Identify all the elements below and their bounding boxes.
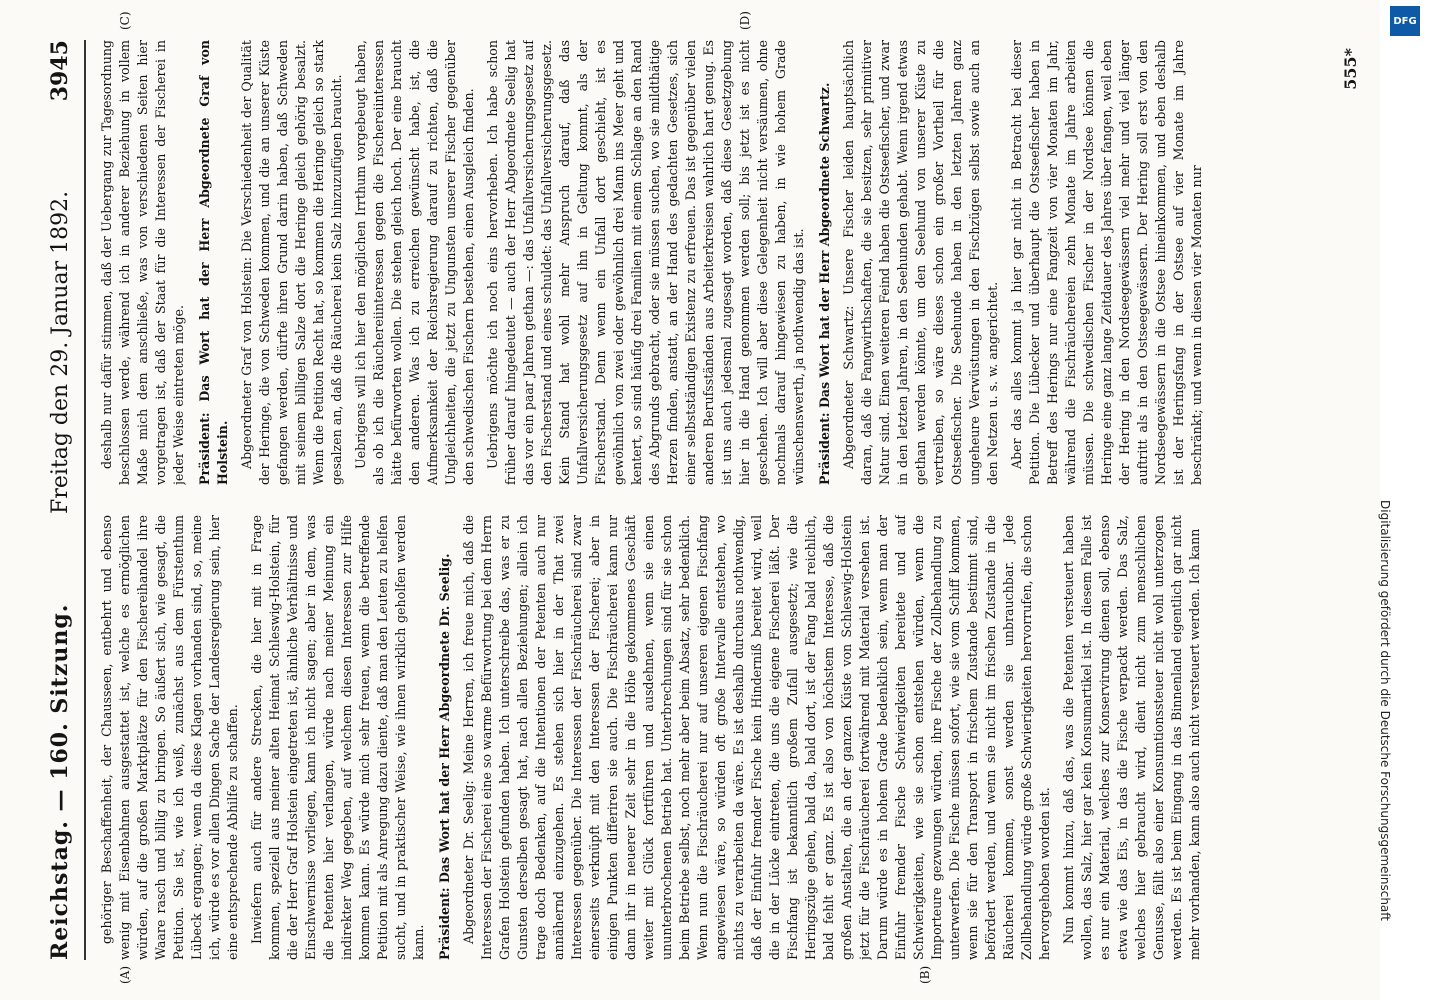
dfg-logo: DFG xyxy=(1390,6,1420,36)
right-paragraph-1: deshalb nur dafür stimmen, daß der Uebergang zur Tagesordnung beschlossen werde, während ich in anderer Beziehung in vollem Maße mich dem anschließe, was von verschiedenen Seiten hier vorgetragen ist, daß der Staat für die Interessen der Fischerei in jeder Weise eintreten möge. xyxy=(99,40,186,485)
margin-letter-a: (A) xyxy=(118,965,132,984)
margin-letter-c: (C) xyxy=(118,11,132,30)
text-spread xyxy=(98,11,1378,984)
left-column xyxy=(98,515,1368,960)
right-paragraph-6: Aber das alles kommt ja hier gar nicht in Betracht bei dieser Petition. Die Lübecker und überhaupt die Ostseefischer haben in Betreff des Herings nur eine Fangzeit von vier Monaten im Jahr, während die Fischräuchereien zehn Monate im Jahre arbeiten müssen. Die schwedischen Fischer in der Nordsee können die Heringe eine ganz lange Zeitdauer des Jahres über fangen, weil eben der Hering in den Nordseegewässern viel mehr und viel länger auftritt als in den Ostseegewässern. Der Hering soll erst von den Nordseegewässern in die Ostsee hineinkommen, und eben deshalb ist der Heringsfang in der Ostsee auf vier Monate im Jahre beschränkt; und wenn in diesen vier Monaten nur xyxy=(1009,40,1204,485)
left-paragraph-3: Abgeordneter Dr. Seelig: Meine Herren, ich freue mich, daß die Interessen der Fischerei eine so warme Befürwortung bei dem Herrn Grafen Holstein gefunden haben. Ich unterschreibe das, was er zu Gunsten derselben gesagt hat, nach allen Beziehungen; allein ich trage doch Bedenken, auf die Intentionen der Petenten auch nur annähernd einzugehen. Es stehen sich hier in der That zwei Interessen gegenüber. Die Interessen der Fischräucherei sind zwar einerseits verknüpft mit den Interessen der Fischerei; aber in einigen Punkten differiren sie auch. Die Fischräucherei kann nur dann ihr in neuerer Zeit sehr in die Höhe gekommenes Geschäft weiter mit Glück fortführen und ausdehnen, wenn sie einen ununterbrochenen Betrieb hat. Unterbrechungen sind für sie schon beim Betriebe selbst, noch mehr aber beim Absatz, sehr bedenklich. Wenn nun die Fischräucherei nur auf unseren eigenen Fischfang angewiesen wäre, so würden oft große Intervalle entstehen, wo nichts zu verarbeiten da wäre. Es ist deshalb durchaus nothwendig, daß der Einfuhr fremder Fische kein Hinderniß bereitet wird, weil die in der Lücke eintreten, die uns die eigene Fischerei läßt. Der Fischfang ist bekanntlich großem Zufall ausgesetzt; wie die Heringszüge gehen, bald da, bald dort, ist der Fang bald reichlich, bald fehlt er ganz. Es ist also von höchstem Interesse, daß die großen Anstalten, die an der ganzen Küste von Schleswig-Holstein jetzt für die Fischräucherei fortwährend mit Material versehen ist. Darum würde es in hohem Grade bedenklich sein, wenn man der Einfuhr fremder Fische Schwierigkeiten bereitete und auf Schwierigkeiten, wie sie schon entstehen würden, wenn die Importeure gezwungen würden, ihre Fische der Zollbehandlung zu unterwerfen. Die Fische müssen sofort, wie sie vom Schiff kommen, wenn sie für den Transport in frischem Zustande bestimmt sind, befördert werden, und wenn sie nicht im frischen Zustande in die Räucherei kommen, sonst werden sie unbrauchbar. Jede Zollbehandlung würde große Schwierigkeiten hervorrufen, die schon hervorgehoben worden ist. xyxy=(461,515,1052,960)
right-paragraph-4: Uebrigens möchte ich noch eins hervorheben. Ich habe schon früher darauf hingedeutet — auch der Herr Abgeordnete Seelig hat das vor ein paar Jahren gethan —: das Unfallversicherungsgesetz auf den Fischerstand und eines schuldet: das Unfallversicherungsgesetz. Kein Stand hat wohl mehr Anspruch darauf, daß das Unfallversicherungsgesetz auf ihn in Geltung kommt, als der Fischerstand. Denn wenn ein Unfall dort geschieht, ist es gewöhnlich von zwei oder gewöhnlich drei Mann ins Meer geht und kentert, so sind häufig drei Familien mit einem Schlage an den Rand des Abgrunds gebracht, oder sie müssen suchen, wo sie mildthätige Herzen finden, anstatt, an der Hand des gedachten Gesetzes, sich einer selbstständigen Existenz zu erfreuen. Das ist gegenüber vielen anderen Berufsständen aus Arbeiterkreisen wahrlich hart genug. Es ist uns auch jedesmal zugesagt worden, daß diese Gesetzgebung hier in die Hand genommen werden soll; bis jetzt ist es nicht geschehen. Ich will aber diese Gelegenheit nicht versäumen, ohne nochmals darauf hingewiesen zu haben, in wie hohem Grade wünschenswerth, ja nothwendig das ist. xyxy=(485,40,806,485)
right-speaker-2: Präsident: Das Wort hat der Herr Abgeordnete Schwartz. xyxy=(817,82,832,485)
right-paragraph-2: Abgeordneter Graf von Holstein: Die Verschiedenheit der Qualität der Heringe, die von Schweden kommen, und die an unserer Küste gefangen werden, dürfte ihren Grund darin haben, daß Schweden mit seinem billigen Salze dort die Heringe gleich gehörig besalzt. Wenn die Petition Recht hat, so kommen die Heringe gleich so stark gesalzen an, daß die Räucherei kein Salz hinzuzufügen braucht. xyxy=(239,40,344,485)
right-paragraph-3: Uebrigens will ich hier den möglichen Irrthum vorgebeugt haben, als ob ich die Räuchereiinteressen gegen die Fischereiinteressen hätte befürworten wollen. Die stehen gleich hoch. Der eine braucht den anderen. Was ich zu erreichen gewünscht habe, ist, die Aufmerksamkeit der Reichsregierung darauf zu richten, daß die Ungleichheiten, die jetzt zu Ungunsten unserer Fischer gegenüber den schwedischen Fischern bestehen, einen Ausgleich finden. xyxy=(353,40,476,485)
signature-mark: 555* xyxy=(1341,48,1360,90)
left-paragraph-1: gehöriger Beschaffenheit, der Chausseen, entbehrt und ebenso wenig mit Eisenbahnen ausgestattet ist, welche es ermöglichen würden, auf die großen Marktplätze für den Fischereihandel ihre Waare rasch und billig zu bringen. So äußert sich, wie gesagt, die Petition. Sie ist, wie ich weiß, zunächst aus dem Fürstenthum Lübeck ergangen; wenn da diese Klagen vorhanden sind, so, meine ich, würde es vor allen Dingen Sache der Landesregierung sein, hier eine entsprechende Abhilfe zu schaffen. xyxy=(99,515,240,960)
right-column xyxy=(98,40,1368,485)
right-speaker-1: Präsident: Das Wort hat der Herr Abgeordnete Graf von Holstein. xyxy=(197,40,230,485)
header-date: Freitag den 29. Januar 1892. xyxy=(47,190,73,514)
margin-letter-b: (B) xyxy=(918,965,932,984)
margin-letter-d: (D) xyxy=(738,11,752,30)
header-title: Reichstag. — 160. Sitzung. xyxy=(47,603,73,960)
header-rule xyxy=(84,40,86,960)
header-page-number: 3945 xyxy=(47,40,73,102)
left-speaker-1: Präsident: Das Wort hat der Herr Abgeordnete Dr. Seelig. xyxy=(437,553,452,960)
page-header xyxy=(36,40,84,960)
right-paragraph-5: Abgeordneter Schwartz: Unsere Fischer leiden hauptsächlich daran, daß die Fangwirthschaften, die sie besitzen, sehr primitiver Natur sind. Einen weiteren Feind haben die Ostseefischer, und zwar in den letzten Jahren, in den Seehunden gehabt. Wenn irgend etwas gethan werden könnte, um den Seehund von unserer Küste zu vertreiben, so wäre dieses schon ein großer Vortheil für die Ostseefischer. Die Seehunde haben in den letzten Jahren ganz ungeheure Verwüstungen in den Fischzügen selbst sowie auch an den Netzen u. s. w. angerichtet. xyxy=(841,40,1000,485)
left-paragraph-2: Inwiefern auch für andere Strecken, die hier mit in Frage kommen, speziell aus meiner alten Heimat Schleswig-Holstein, für die der Herr Graf Holstein eingetreten ist, ähnliche Verhältnisse und Einschwernisse vorliegen, kann ich nicht sagen; aber in dem, was die Petenten hier verlangen, würde nach meiner Meinung ein indirekter Weg gegeben, auf welchem diesen Interessen zur Hilfe kommen kann. Es würde mich sehr freuen, wenn die betreffende Petition mit als Anregung dazu diente, daß man den Leuten zu helfen sucht, und in praktischer Weise, wie ihnen wirklich geholfen werden kann. xyxy=(249,515,426,960)
digitization-credit: Digitalisierung gefördert durch die Deutsche Forschungsgemeinschaft xyxy=(1378,500,1392,922)
left-paragraph-4: Nun kommt hinzu, daß das, was die Petenten versteuert haben wollen, das Salz, hier gar kein Konsumartikel ist. In diesem Falle ist es nur ein Material, welches zur Konservirung dienen soll, ebenso etwa wie das Eis, in das die Fische verpackt werden. Das Salz, welches hier gebraucht wird, dient nicht zum menschlichen Genusse, fällt also einer Konsumtionssteuer nicht wohl unterzogen werden. Es ist beim Eingang in das Binnenland eigentlich gar nicht mehr vorhanden, kann also auch nicht versteuert werden. Ich kann xyxy=(1061,515,1202,960)
credit-sidebar xyxy=(1380,0,1432,1000)
